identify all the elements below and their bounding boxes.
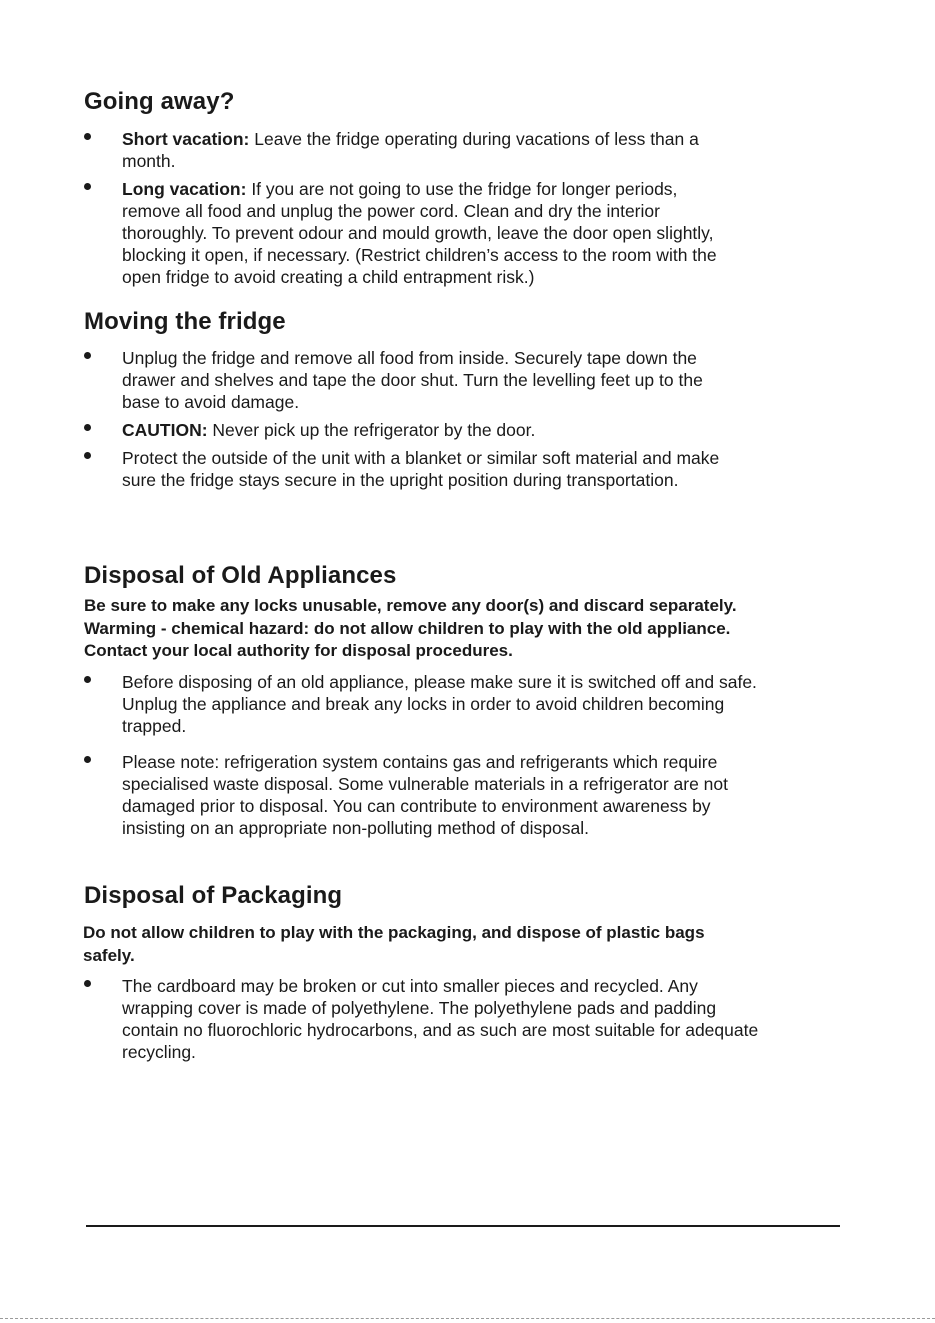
item-line: base to avoid damage. <box>122 392 300 412</box>
list-item-text <box>122 128 862 172</box>
notice-line: Be sure to make any locks unusable, remove any door(s) and discard separately. <box>84 596 737 615</box>
item-line: damaged prior to disposal. You can contribute to environment awareness by <box>122 796 711 816</box>
bullet-icon <box>84 352 91 359</box>
moving-heading: Moving the fridge <box>84 308 286 335</box>
item-lead: CAUTION: <box>122 420 208 440</box>
item-lead: Short vacation: <box>122 129 250 149</box>
disposal-packaging-heading: Disposal of Packaging <box>84 882 343 909</box>
bullet-icon <box>84 452 91 459</box>
item-line: If you are not going to use the fridge for longer periods, <box>246 179 678 199</box>
item-line: thoroughly. To prevent odour and mould growth, leave the door open slightly, <box>122 223 714 243</box>
bullet-icon <box>84 980 91 987</box>
notice-line: safely. <box>83 945 135 965</box>
item-line: specialised waste disposal. Some vulnerable materials in a refrigerator are not <box>122 774 728 794</box>
list-item-text <box>122 347 862 413</box>
list-item-text <box>122 671 862 737</box>
item-line: open fridge to avoid creating a child entrapment risk.) <box>122 267 535 287</box>
item-line: Leave the fridge operating during vacations of less than a <box>249 129 699 149</box>
item-line: Before disposing of an old appliance, please make sure it is switched off and safe. <box>122 672 757 692</box>
disposal-appliances-notice <box>84 595 864 663</box>
item-line: Never pick up the refrigerator by the door. <box>207 420 536 440</box>
item-line: month. <box>122 151 176 171</box>
disposal-appliances-heading: Disposal of Old Appliances <box>84 562 397 589</box>
page-edge-dots <box>0 1318 935 1319</box>
item-line: remove all food and unplug the power cord. Clean and dry the interior <box>122 201 660 221</box>
going-away-heading: Going away? <box>84 88 235 115</box>
notice-line: Contact your local authority for disposal procedures. <box>84 641 513 660</box>
item-line: Unplug the fridge and remove all food from inside. Securely tape down the <box>122 348 697 368</box>
disposal-packaging-notice <box>83 922 863 967</box>
item-line: wrapping cover is made of polyethylene. The polyethylene pads and padding <box>122 998 717 1018</box>
item-line: drawer and shelves and tape the door shut. Turn the levelling feet up to the <box>122 370 703 390</box>
list-item-text <box>122 447 862 491</box>
bullet-icon <box>84 756 91 763</box>
item-line: recycling. <box>122 1042 196 1062</box>
item-lead: Long vacation: <box>122 179 247 199</box>
list-item-text <box>122 751 862 839</box>
list-item-text <box>122 419 862 441</box>
bullet-icon <box>84 133 91 140</box>
notice-line: Do not allow children to play with the packaging, and dispose of plastic bags <box>83 923 705 942</box>
item-line: Please note: refrigeration system contains gas and refrigerants which require <box>122 752 718 772</box>
footer-rule <box>86 1225 840 1227</box>
list-item-text <box>122 975 862 1063</box>
bullet-icon <box>84 424 91 431</box>
notice-line: Warming - chemical hazard: do not allow children to play with the old appliance. <box>84 618 731 638</box>
list-item-text <box>122 178 862 288</box>
item-line: Protect the outside of the unit with a blanket or similar soft material and make <box>122 448 720 468</box>
item-line: The cardboard may be broken or cut into smaller pieces and recycled. Any <box>122 976 698 996</box>
item-line: Unplug the appliance and break any locks in order to avoid children becoming <box>122 694 725 714</box>
item-line: trapped. <box>122 716 187 736</box>
bullet-icon <box>84 676 91 683</box>
item-line: contain no fluorochloric hydrocarbons, and as such are most suitable for adequate <box>122 1020 759 1040</box>
item-line: insisting on an appropriate non-polluting method of disposal. <box>122 818 589 838</box>
bullet-icon <box>84 183 91 190</box>
item-line: sure the fridge stays secure in the upright position during transportation. <box>122 470 679 490</box>
item-line: blocking it open, if necessary. (Restrict children’s access to the room with the <box>122 245 717 265</box>
